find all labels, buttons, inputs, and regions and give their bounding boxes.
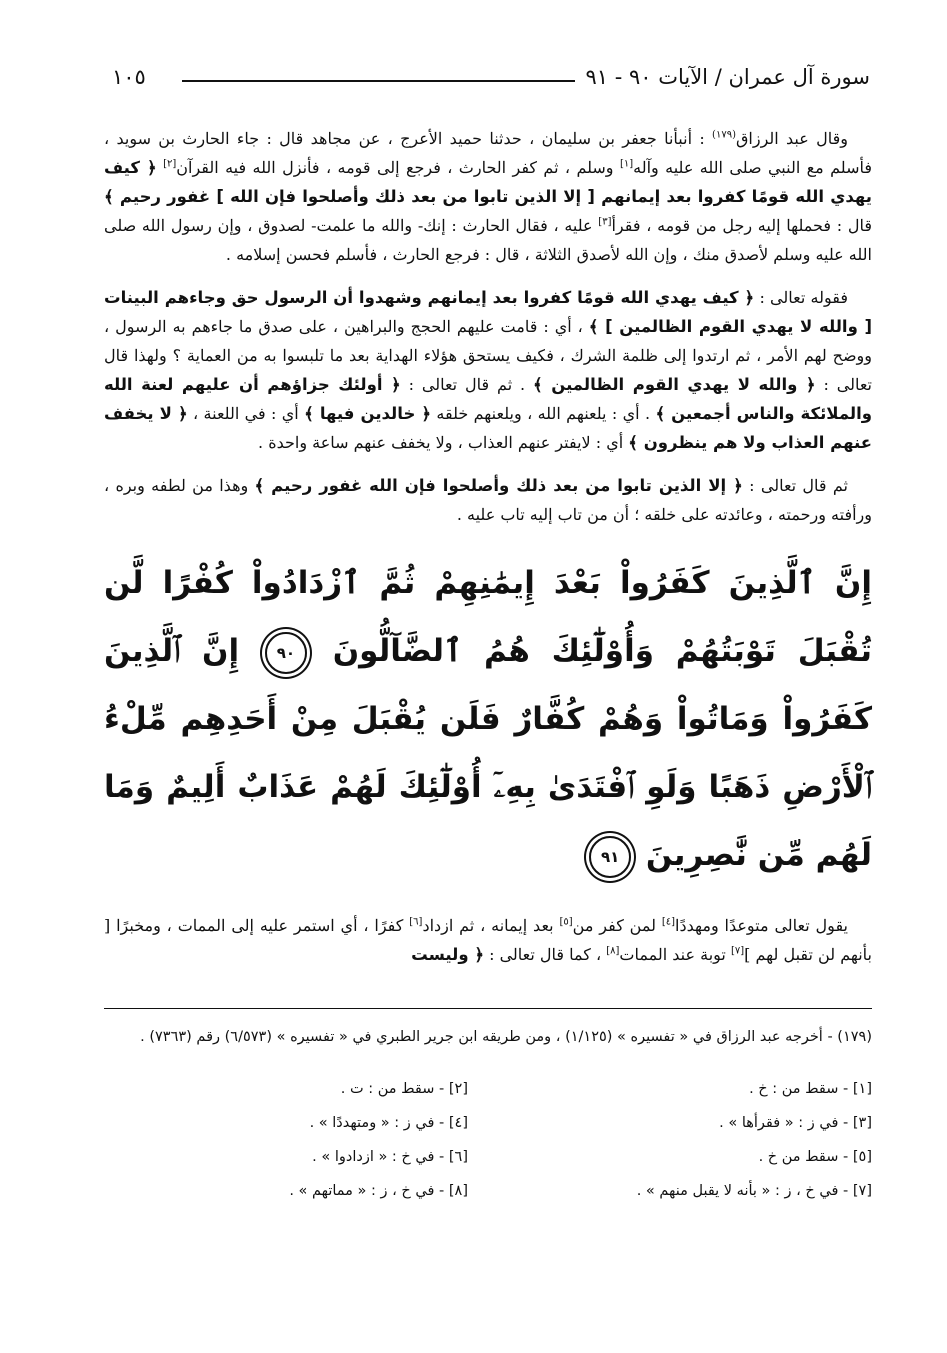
quran-quote: ﴿ والله لا يهدي القوم الظالمين ﴾ bbox=[533, 375, 816, 394]
text-segment: . ثم قال تعالى : bbox=[408, 375, 526, 394]
paragraph-commentary-1 bbox=[104, 283, 872, 457]
quran-quote: ﴿ خالدين فيها ﴾ bbox=[304, 404, 432, 423]
text-segment: ثم قال تعالى : bbox=[749, 476, 848, 495]
footnote-ref[interactable]: [٦] bbox=[409, 916, 423, 928]
text-segment: عليه ، فقال الحارث : إنك- والله ما علمت- لصدوق ، وإن رسول الله صلى الله عليه وسلم لأصدق منك ، وإن الله لأصدق الثلاثة ، قال : فرجع الحارث ، فأسلم فحسن إسلامه . bbox=[104, 216, 872, 264]
note-8: [٨] - في خ ، ز : « مماتهم » . bbox=[289, 1183, 468, 1199]
text-segment: قال : فحملها إليه رجل من قومه ، فقرأ bbox=[611, 216, 872, 235]
text-segment: وقال عبد الرزاق bbox=[735, 129, 848, 148]
running-title: سورة آل عمران / الآيات ٩٠ - ٩١ bbox=[585, 65, 870, 89]
note-4: [٤] - في ز : « ومتهددًا » . bbox=[309, 1115, 468, 1131]
text-segment: فقوله تعالى : bbox=[759, 288, 849, 307]
ayah-number-icon: ٩١ bbox=[589, 836, 631, 878]
text-segment: أي : لايفتر عنهم العذاب ، ولا يخفف عنهم ساعة واحدة . bbox=[258, 433, 624, 452]
note-1: [١] - سقط من : خ . bbox=[749, 1081, 872, 1097]
paragraph-commentary-2 bbox=[104, 471, 872, 529]
text-segment: أي : في اللعنة ، bbox=[193, 404, 299, 423]
ayah-number-icon: ٩٠ bbox=[265, 632, 307, 674]
note-3: [٣] - في ز : « فقرأها » . bbox=[719, 1115, 872, 1131]
main-text bbox=[104, 124, 872, 983]
text-segment: يقول تعالى متوعدًا ومهددًا bbox=[675, 916, 848, 935]
footnote-ref[interactable]: [٣] bbox=[598, 216, 612, 228]
footnote-ref[interactable]: [٥] bbox=[559, 916, 573, 928]
verse-90: إِنَّ ٱلَّذِينَ كَفَرُواْ بَعْدَ إِيمَٰنِهِمْ ثُمَّ ٱزْدَادُواْ كُفْرًا لَّن تُقْبَلَ تَوْبَتُهُمْ وَأُوْلَٰٓئِكَ هُمُ ٱلضَّآلُّونَ bbox=[104, 565, 872, 669]
variant-notes bbox=[104, 1075, 872, 1205]
text-segment: . أي : يلعنهم الله ، ويلعنهم خلقه bbox=[436, 404, 651, 423]
note-5: [٥] - سقط من خ . bbox=[758, 1149, 872, 1165]
note-6: [٦] - في خ : « ازدادوا » . bbox=[312, 1149, 468, 1165]
text-segment: توبة عند الممات bbox=[619, 945, 726, 964]
page-header bbox=[112, 60, 870, 94]
quran-verses bbox=[104, 549, 872, 889]
text-segment: بعد إيمانه ، ثم ازداد bbox=[422, 916, 554, 935]
footnote-ref[interactable]: [٢] bbox=[163, 158, 177, 170]
footnote-ref[interactable]: [١] bbox=[619, 158, 634, 170]
text-segment: : أنبأنا جعفر بن سليمان ، حدثنا حميد الأعرج ، عن مجاهد قال : جاء الحارث بن سويد ، فأسلم مع النبي صلى الله عليه وآله bbox=[104, 129, 873, 177]
verse-91: إِنَّ ٱلَّذِينَ كَفَرُواْ وَمَاتُواْ وَهُمْ كُفَّارٌ فَلَن يُقْبَلَ مِنْ أَحَدِهِم مِّلْءُ ٱلْأَرْضِ ذَهَبًا وَلَوِ ٱفْتَدَىٰ بِهِۦٓ أُوْلَٰٓئِكَ لَهُمْ عَذَابٌ أَلِيمٌ وَمَا لَهُم مِّن نَّٰصِرِينَ bbox=[104, 633, 872, 873]
text-segment: ، أي : قامت عليهم الحجج والبراهين ، على صدق ما جاءهم به الرسول ، ووضح لهم الأمر ، ثم ارتدوا إلى ظلمة الشرك ، فكيف يستحق هؤلاء الهداية بعد ما تلبسوا به من العماية ؟ ولهذا قال تعالى : bbox=[104, 317, 873, 394]
quran-quote: ﴿ كيف يهدي الله قومًا كفروا بعد إيمانهم وشهدوا أن الرسول حق وجاءهم البينات [ والله لا يهدي القوم الظالمين ] ﴾ bbox=[104, 288, 872, 336]
quran-quote: ﴿ لا يخفف عنهم العذاب ولا هم ينظرون ﴾ bbox=[104, 404, 872, 452]
paragraph-tafsir bbox=[104, 911, 872, 969]
quran-quote: ﴿ إلا الذين تابوا من بعد ذلك وأصلحوا فإن الله غفور رحيم ﴾ bbox=[254, 476, 743, 495]
note-7: [٧] - في خ ، ز : « بأنه لا يقبل منهم » . bbox=[636, 1183, 872, 1199]
text-segment: وهذا من لطفه وبره ، ورأفته ورحمته ، وعائدته على خلقه ؛ أن من تاب إليه تاب عليه . bbox=[104, 476, 872, 524]
footnote-ref[interactable]: (١٧٩) bbox=[712, 129, 736, 141]
header-rule bbox=[182, 80, 575, 82]
footnotes bbox=[104, 1008, 872, 1205]
quran-quote: ﴿ أولئك جزاؤهم أن عليهم لعنة الله والملائكة والناس أجمعين ﴾ bbox=[104, 375, 872, 423]
page-number: ١٠٥ bbox=[112, 65, 146, 89]
footnote-179: (١٧٩) - أخرجه عبد الرزاق في « تفسيره » (١/١٢٥) ، ومن طريقه ابن جرير الطبري في « تفسيره » (٦/٥٧٣) رقم (٧٣٦٣) . bbox=[140, 1029, 872, 1045]
quran-quote: ﴿ كيف يهدي الله قومًا كفروا بعد إيمانهم [ إلا الذين تابوا من بعد ذلك وأصلحوا فإن الله ] غفور رحيم ﴾ bbox=[104, 158, 872, 206]
footnote-ref[interactable]: [٨] bbox=[606, 945, 620, 957]
text-segment: ، كما قال تعالى : bbox=[489, 945, 602, 964]
text-segment: كفرًا ، أي استمر عليه إلى الممات ، ومخبرًا [ بأنهم لن تقبل لهم ] bbox=[104, 916, 872, 964]
footnote-ref[interactable]: [٤] bbox=[661, 916, 676, 928]
footnote-ref[interactable]: [٧] bbox=[730, 945, 745, 957]
text-segment: لمن كفر من bbox=[572, 916, 656, 935]
text-segment: وسلم ، ثم كفر الحارث ، فرجع إلى قومه ، فأنزل الله فيه القرآن bbox=[176, 158, 614, 177]
note-2: [٢] - سقط من : ت . bbox=[340, 1081, 468, 1097]
paragraph-hadith bbox=[104, 124, 872, 269]
quran-quote: ﴿ وليست bbox=[411, 945, 484, 964]
